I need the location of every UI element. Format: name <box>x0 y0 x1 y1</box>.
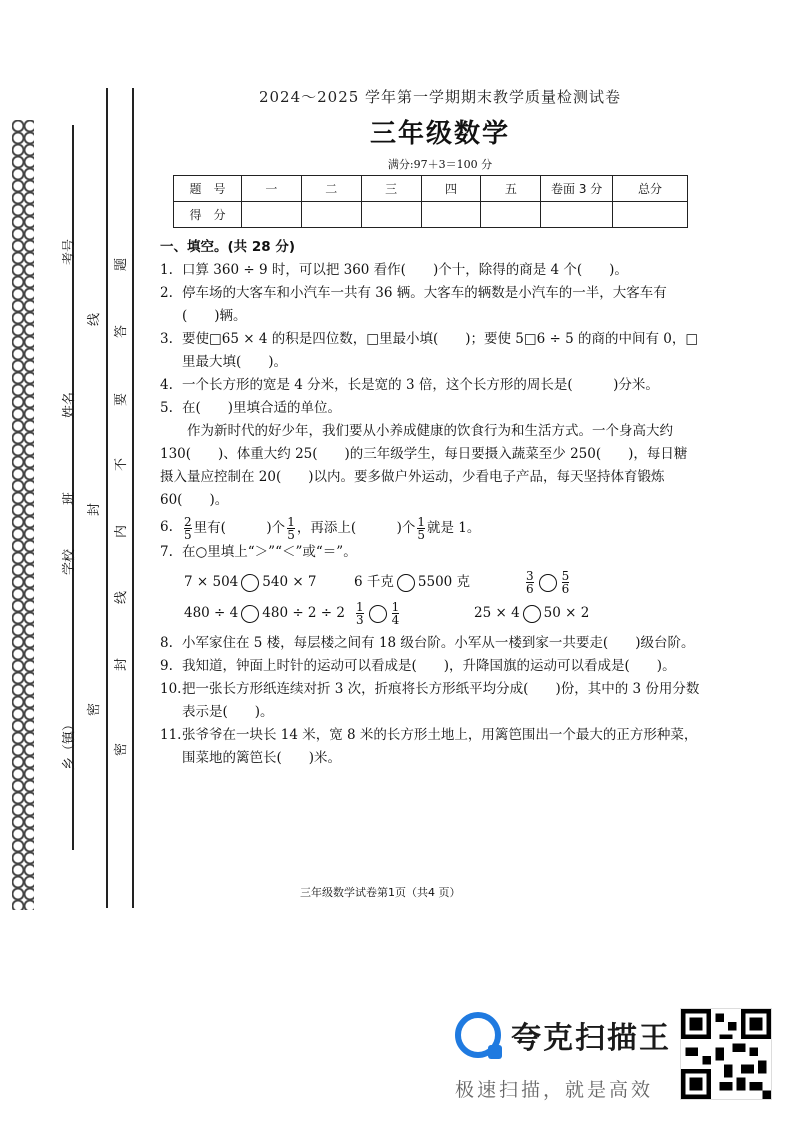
question-text: 在○里填上“＞”“＜”或“＝”。 <box>182 544 357 560</box>
fraction-five-sixths: $\frac{5}{6}$ <box>561 569 570 596</box>
field-school: 学校 <box>62 548 77 575</box>
quark-logo-icon <box>455 1012 501 1058</box>
question-text: 小军家住在 5 楼，每层楼之间有 18 级台阶。小军从一楼到家一共要走( )级台阶。 <box>182 635 695 651</box>
fraction-one-fifth: $\frac{1}{5}$ <box>287 515 295 542</box>
question-text: $\frac{2}{5}$ 里有( )个 $\frac{1}{5}$ ，再添上( )个 $\frac{1}{5}$ 就是 1。 <box>184 515 481 542</box>
seal-word-nei: 内 <box>114 524 130 539</box>
compare-item: 7 × 504 540 × 7 <box>184 574 317 590</box>
question-5 <box>160 397 700 420</box>
question-text: 我知道，钟面上时针的运动可以看成是( )，升降国旗的运动可以看成是( )。 <box>182 658 676 674</box>
brand-name: 夸克扫描王 <box>511 1021 671 1056</box>
seal-feng: 封 <box>87 502 103 517</box>
compare-item: 480 ÷ 4 480 ÷ 2 ÷ 2 <box>184 605 345 621</box>
seal-word-xian: 线 <box>114 590 130 605</box>
question-number: 1. <box>160 262 173 278</box>
score-cell: 五 <box>481 176 541 202</box>
question-8 <box>160 632 700 655</box>
score-cell: 总分 <box>613 176 688 202</box>
seal-word-mi: 密 <box>114 742 130 757</box>
question-number: 11. <box>160 727 182 743</box>
seal-word-ti: 题 <box>114 257 130 272</box>
score-cell: 得 分 <box>174 202 242 228</box>
score-table <box>173 175 688 228</box>
section-title: 一、填空。(共 28 分) <box>160 239 296 255</box>
question-10 <box>160 678 700 724</box>
score-table-score-row <box>174 202 688 228</box>
question-text: 张爷爷在一块长 14 米，宽 8 米的长方形土地上，用篱笆围出一个最大的正方形种菜，围菜地的篱笆长( )米。 <box>182 727 698 766</box>
question-number: 2. <box>160 285 173 301</box>
field-exam-number: 考号 <box>62 238 77 265</box>
fraction-three-sixths: $\frac{3}{6}$ <box>526 569 534 596</box>
compare-item: 6 千克 5500 克 <box>354 574 471 590</box>
answer-circle[interactable] <box>523 605 541 623</box>
question-section <box>160 236 700 770</box>
score-cell: 卷面 3 分 <box>541 176 613 202</box>
question-number: 10. <box>160 681 182 697</box>
answer-circle[interactable] <box>539 574 557 592</box>
paper-header <box>160 86 720 172</box>
question-2 <box>160 282 700 328</box>
brand-slogan: 极速扫描，就是高效 <box>455 1079 654 1101</box>
fraction-one-fifth: $\frac{1}{5}$ <box>417 515 426 542</box>
qr-code-icon[interactable] <box>680 1008 772 1100</box>
question-text: 要使□65 × 4 的积是四位数，□里最小填( )；要使 5□6 ÷ 5 的商的中间有 0，□里最大填( )。 <box>182 331 699 370</box>
fraction-one-fourth: $\frac{1}{4}$ <box>391 600 400 627</box>
seal-line-left <box>106 88 108 908</box>
question-9 <box>160 655 700 678</box>
seal-word-da: 答 <box>114 324 130 339</box>
question-text: 一个长方形的宽是 4 分米，长是宽的 3 倍，这个长方形的周长是( )分米。 <box>182 377 659 393</box>
compare-row-1 <box>160 570 700 595</box>
field-name: 姓名 <box>62 391 77 418</box>
score-input-cell[interactable] <box>421 202 481 228</box>
page-footer: 三年级数学试卷第1页（共4 页） <box>300 886 461 899</box>
question-number: 3. <box>160 331 173 347</box>
seal-xian: 线 <box>87 312 103 327</box>
field-class: 班 <box>62 491 77 505</box>
answer-circle[interactable] <box>241 605 259 623</box>
question-number: 4. <box>160 377 173 393</box>
question-text: 在( )里填合适的单位。 <box>182 400 342 416</box>
seal-mi: 密 <box>87 702 103 717</box>
score-input-cell[interactable] <box>241 202 301 228</box>
question-7 <box>160 541 700 564</box>
question-text: 口算 360 ÷ 9 时，可以把 360 看作( )个十，除得的商是 4 个( )。 <box>182 262 628 278</box>
scanner-brand <box>455 1012 671 1058</box>
seal-word-feng: 封 <box>114 657 130 672</box>
question-text: 把一张长方形纸连续对折 3 次，折痕将长方形纸平均分成( )份，其中的 3 份用分数表示是( )。 <box>182 681 700 720</box>
compare-row-2 <box>160 601 700 626</box>
score-input-cell[interactable] <box>361 202 421 228</box>
question-text: 停车场的大客车和小汽车一共有 36 辆。大客车的辆数是小汽车的一半，大客车有( )辆。 <box>182 285 667 324</box>
fraction-two-fifths: $\frac{2}{5}$ <box>184 515 192 542</box>
question-number: 8. <box>160 635 173 651</box>
score-table-header-row <box>174 176 688 202</box>
seal-word-yao: 要 <box>114 392 130 407</box>
seal-line-right <box>132 88 134 908</box>
question-1 <box>160 259 700 282</box>
exam-title: 2024～2025 学年第一学期期末教学质量检测试卷 <box>258 88 622 106</box>
question-6 <box>160 516 700 541</box>
question-number: 7. <box>160 544 173 560</box>
answer-circle[interactable] <box>397 574 415 592</box>
question-number: 9. <box>160 658 173 674</box>
score-input-cell[interactable] <box>613 202 688 228</box>
score-input-cell[interactable] <box>481 202 541 228</box>
question-number: 6. <box>160 519 173 535</box>
compare-item <box>354 601 474 626</box>
score-input-cell[interactable] <box>541 202 613 228</box>
question-number: 5. <box>160 400 173 416</box>
question-3 <box>160 328 700 374</box>
answer-circle[interactable] <box>241 574 259 592</box>
binding-decoration <box>12 120 34 910</box>
score-cell: 二 <box>301 176 361 202</box>
compare-item: 25 × 4 50 × 2 <box>474 605 590 621</box>
question-5-passage: 作为新时代的好少年，我们要从小养成健康的饮食行为和生活方式。一个身高大约 130( )、体重大约 25( )的三年级学生，每日要摄入蔬菜至少 250( )，每日糖摄入量应控制在 20( )以内。要多做户外运动，少看电子产品，每天坚持体育锻炼 60( )。 <box>160 423 688 508</box>
score-cell: 三 <box>361 176 421 202</box>
score-cell: 一 <box>241 176 301 202</box>
full-score: 满分:97＋3＝100 分 <box>387 158 493 171</box>
question-4 <box>160 374 700 397</box>
answer-circle[interactable] <box>369 605 387 623</box>
score-cell: 四 <box>421 176 481 202</box>
fraction-one-third: $\frac{1}{3}$ <box>356 600 364 627</box>
score-input-cell[interactable] <box>301 202 361 228</box>
grade-title: 三年级数学 <box>369 119 510 149</box>
field-township: 乡（镇） <box>62 717 77 770</box>
compare-item <box>524 570 694 595</box>
score-cell: 题 号 <box>174 176 242 202</box>
question-11 <box>160 724 700 770</box>
seal-word-bu: 不 <box>114 457 130 472</box>
